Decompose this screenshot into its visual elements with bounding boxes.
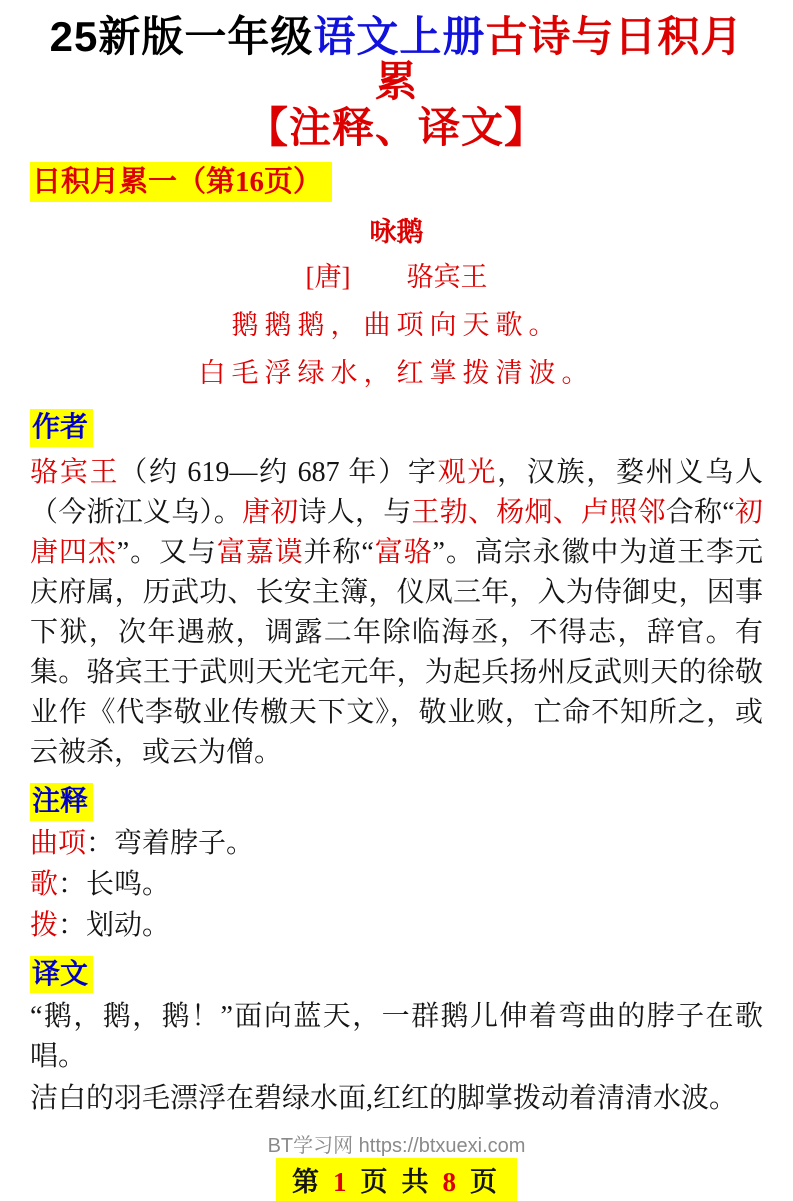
- poem-author: 骆宾王: [406, 262, 488, 293]
- note-definition: ：弯着脖子。: [86, 827, 255, 859]
- notes-section: [30, 773, 763, 946]
- text-segment: 富嘉谟: [216, 536, 304, 568]
- title-part-grade: 25新版一年级: [49, 13, 314, 60]
- poem-line-1: 鹅鹅鹅，曲项向天歌。: [231, 310, 562, 341]
- translation-label: 译文: [30, 956, 93, 994]
- author-bio: [30, 453, 763, 773]
- translation-section: [30, 946, 763, 1120]
- page-infix: 页共: [360, 1167, 443, 1198]
- poem-block: [30, 210, 763, 390]
- note-term: 曲项: [30, 827, 87, 859]
- author-label: 作者: [30, 409, 93, 447]
- title-subtitle: 【注释、译文】: [245, 103, 547, 151]
- title-part-subject: 语文上册: [313, 13, 486, 60]
- author-section: [30, 399, 763, 773]
- text-segment: ，汉族，婺州义乌人（今浙江义乌）。: [30, 456, 763, 528]
- watermark-text: BT学习网 https://btxuexi.com: [267, 1135, 526, 1158]
- note-definition: ：划动。: [58, 909, 171, 941]
- text-segment: （约 619—约 687 年）字: [119, 456, 438, 488]
- text-segment: 富骆: [373, 536, 433, 568]
- note-definition: ：长鸣。: [58, 868, 171, 900]
- section-banner: 日积月累一（第16页）: [30, 162, 332, 202]
- page-footer: [30, 1158, 763, 1201]
- poem-line-2: 白毛浮绿水，红掌拨清波。: [198, 358, 595, 389]
- page-title: [30, 14, 763, 150]
- text-segment: 并称“: [303, 536, 374, 568]
- total-page-number: 8: [442, 1167, 470, 1198]
- text-segment: 初唐四杰: [30, 496, 763, 568]
- note-item: [30, 823, 763, 864]
- text-segment: 王勃、杨炯、卢照邻: [411, 496, 666, 528]
- poem-title: 咏鹅: [369, 217, 424, 248]
- page-number-badge: [276, 1158, 517, 1201]
- note-item: [30, 905, 763, 946]
- translation-para-2: 洁白的羽毛漂浮在碧绿水面,红红的脚掌拨动着清清水波。: [30, 1083, 738, 1115]
- text-segment: 合称“: [665, 496, 735, 528]
- page-suffix: 页: [470, 1167, 511, 1198]
- notes-label: 注释: [30, 783, 93, 821]
- current-page-number: 1: [333, 1167, 361, 1198]
- note-term: 歌: [30, 868, 59, 900]
- note-term: 拨: [30, 909, 59, 941]
- poem-byline: [30, 255, 763, 294]
- text-segment: 唐初: [242, 496, 299, 528]
- text-segment: 观光: [437, 456, 498, 488]
- page-prefix: 第: [292, 1167, 333, 1198]
- title-part-topic: 古诗与日积月累: [374, 13, 744, 106]
- poem-dynasty: [唐]: [305, 262, 351, 293]
- text-segment: 骆宾王: [30, 456, 120, 488]
- text-segment: 诗人，与: [298, 496, 412, 528]
- text-segment: ”。又与: [116, 536, 217, 568]
- note-item: [30, 864, 763, 905]
- text-segment: ”。高宗永徽中为道王李元庆府属，历武功、长安主簿，仪凤三年，入为侍御史，因事下狱，次年遇赦，调露二年除临海丞，不得志，辞官。有集。骆宾王于武则天光宅元年，为起兵扬州反武则天的徐敬业作《代李敬业传檄天下文》，敬业败，亡命不知所之，或云被杀，或云为僧。: [30, 536, 763, 768]
- translation-para-1: “鹅，鹅，鹅！”面向蓝天，一群鹅儿伸着弯曲的脖子在歌唱。: [30, 1001, 763, 1073]
- section-banner-row: [30, 150, 763, 202]
